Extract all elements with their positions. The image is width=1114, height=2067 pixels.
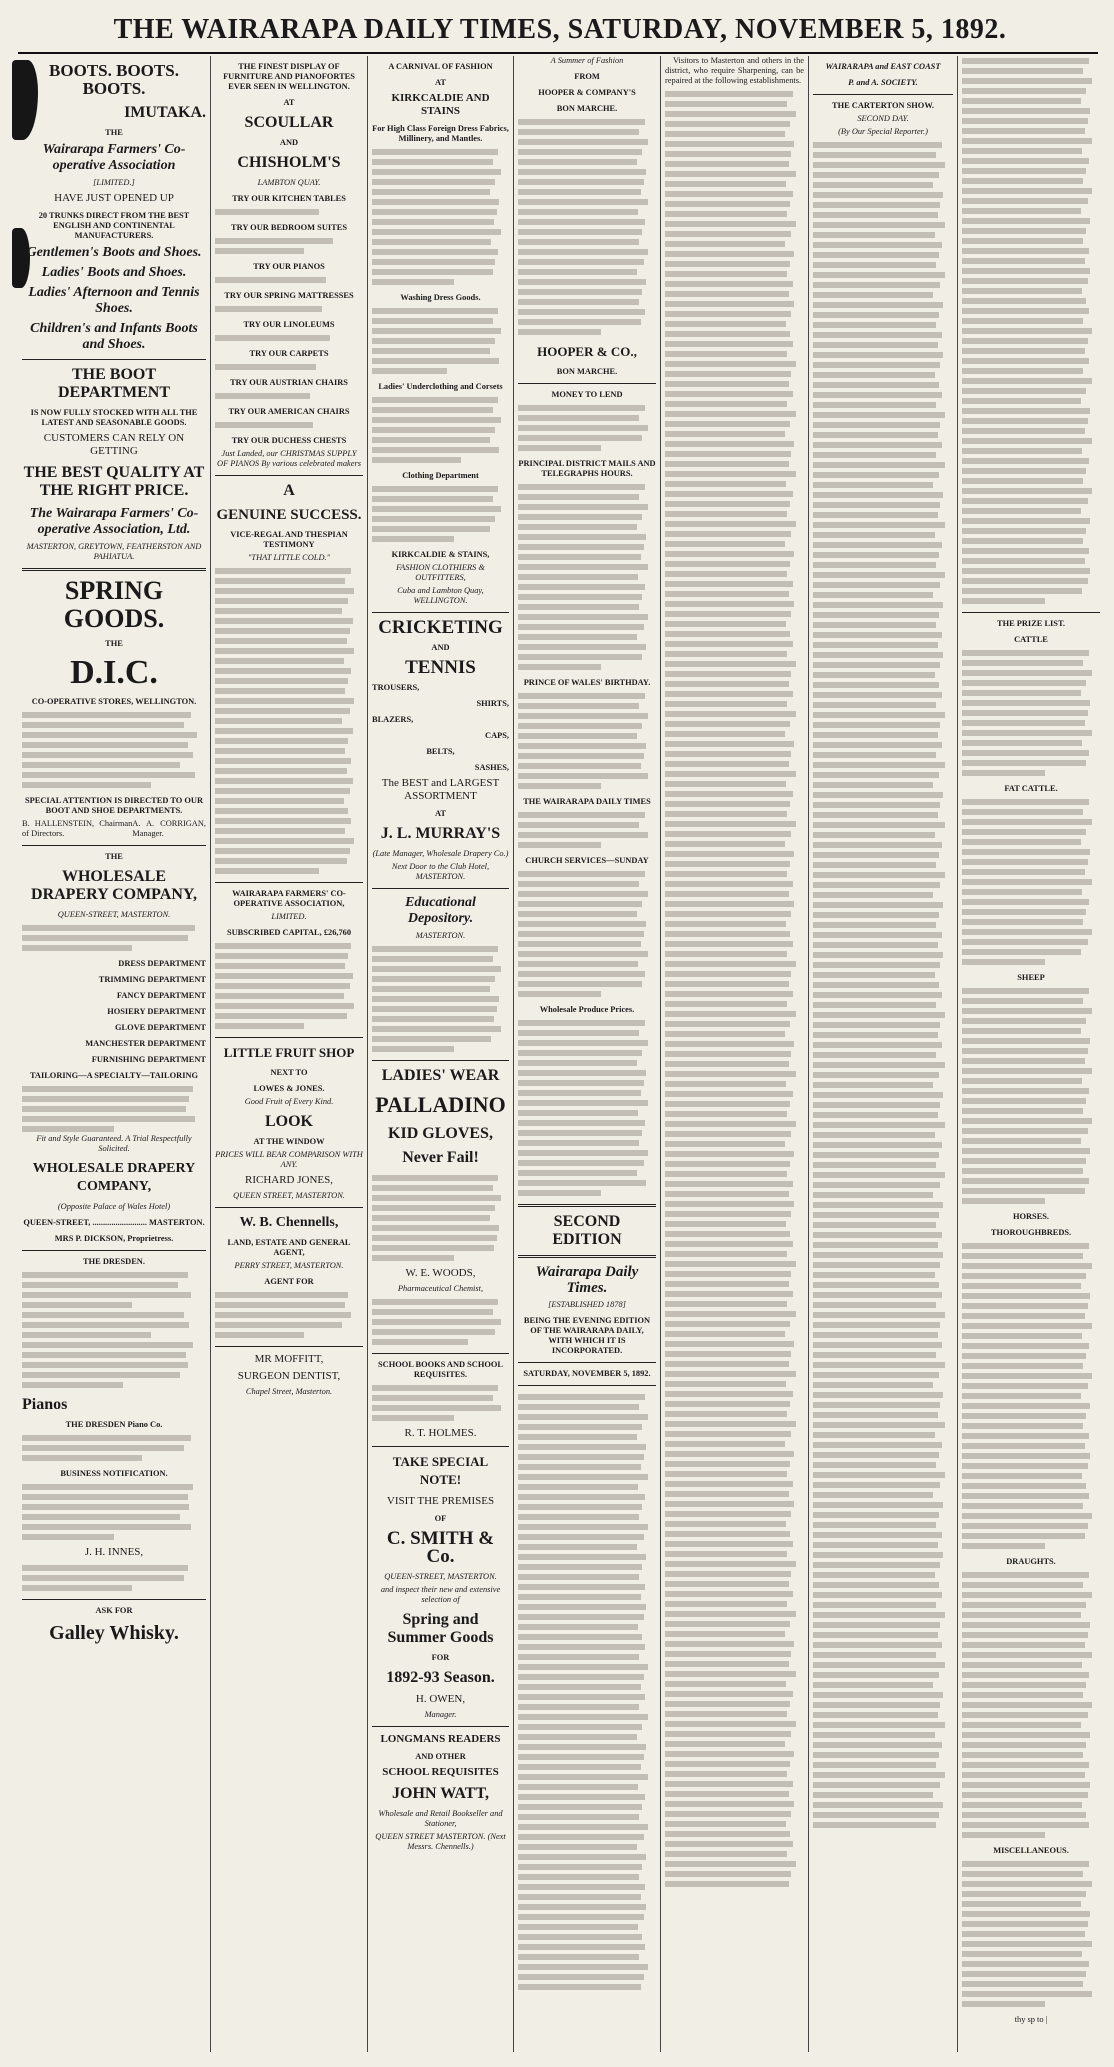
column-1: [22, 56, 206, 2056]
dept-line: TRIMMING DEPARTMENT: [98, 975, 206, 984]
moffitt-heading: MR MOFFITT,: [254, 1353, 324, 1365]
pianos-heading: Pianos: [22, 1396, 68, 1413]
watt-street: QUEEN STREET MASTERTON. (Next Messrs. Chennells.): [375, 1832, 506, 1851]
holmes-name: R. T. HOLMES.: [404, 1427, 477, 1439]
try-line: TRY OUR PIANOS: [253, 262, 325, 271]
chennells-heading: W. B. Chennells,: [239, 1215, 339, 1230]
body-text-block: [22, 1433, 206, 1463]
fruit-prices: PRICES WILL BEAR COMPARISON WITH ANY.: [215, 1150, 363, 1169]
body-text-block: [22, 1270, 206, 1390]
fat-cattle-heading: FAT CATTLE.: [1004, 784, 1058, 793]
chennells-sub: LAND, ESTATE AND GENERAL AGENT,: [227, 1238, 351, 1257]
hooper2: HOOPER & CO.,: [537, 344, 637, 359]
csmith-street: QUEEN-STREET, MASTERTON.: [384, 1572, 497, 1581]
column-divider: [808, 56, 809, 2052]
wdc2-props: MRS P. DICKSON, Proprietress.: [54, 1234, 174, 1243]
cricket-item: BELTS,: [426, 747, 455, 756]
kirkcaldie-sub: For High Class Foreign Dress Fabrics, Millinery, and Mantles.: [372, 124, 509, 143]
paper-established: [ESTABLISHED 1878]: [548, 1300, 626, 1309]
scoullar-name: SCOULLAR: [244, 114, 334, 131]
wdc2-opposite: (Opposite Palace of Wales Hotel): [57, 1202, 171, 1211]
scoullar-and: AND: [279, 138, 299, 147]
chisholm-name: CHISHOLM'S: [237, 154, 341, 171]
paper-date: SATURDAY, NOVEMBER 5, 1892.: [523, 1369, 651, 1378]
try-line: TRY OUR CARPETS: [249, 349, 329, 358]
watt-name: JOHN WATT,: [392, 1785, 489, 1802]
body-text-block: [215, 941, 363, 1031]
waira-farmers-heading: WAIRARAPA FARMERS' CO-OPERATIVE ASSOCIATION,: [232, 889, 346, 908]
body-text-block: [22, 1084, 206, 1134]
season-for: FOR: [431, 1653, 450, 1662]
try-line: TRY OUR LINOLEUMS: [243, 320, 335, 329]
second-day: SECOND DAY.: [857, 114, 909, 123]
column-3: [372, 56, 509, 2056]
wdc2-street: QUEEN-STREET, .......................... MASTERTON.: [23, 1218, 205, 1227]
longmans-heading: LONGMANS READERS: [380, 1733, 501, 1745]
genuine-a: A: [283, 482, 295, 499]
body-text-block: [962, 1570, 1100, 1840]
school-req: SCHOOL REQUISITES: [382, 1766, 499, 1778]
summer-fashion: A Summer of Fashion: [550, 56, 624, 65]
body-text-block: [518, 1018, 656, 1198]
customers-text: CUSTOMERS CAN RELY ON GETTING: [43, 432, 185, 457]
column-2: [215, 56, 363, 2056]
column-4: [518, 56, 656, 2056]
ask-for: ASK FOR: [95, 1606, 133, 1615]
ad-place: IMUTAKA.: [124, 104, 206, 121]
edu-heading: Educational Depository.: [405, 895, 476, 926]
dept-line: DRESS DEPARTMENT: [118, 959, 206, 968]
body-text-block: [215, 566, 363, 876]
mails-heading: PRINCIPAL DISTRICT MAILS AND TELEGRAPHS HOURS.: [518, 459, 656, 478]
ad-the: THE: [105, 128, 123, 137]
dept-line: FURNISHING DEPARTMENT: [91, 1055, 206, 1064]
hooper-bon: BON MARCHE.: [556, 104, 618, 113]
draughts-heading: DRAUGHTS.: [1006, 1557, 1056, 1566]
murray-at: AT: [434, 809, 446, 818]
cricket-item: BLAZERS,: [372, 715, 414, 724]
ad-opened: HAVE JUST OPENED UP: [54, 192, 174, 204]
washing-heading: Washing Dress Goods.: [400, 293, 481, 302]
business-notification: BUSINESS NOTIFICATION.: [60, 1469, 168, 1478]
chennells-agent: AGENT FOR: [264, 1277, 314, 1286]
church-services: CHURCH SERVICES—SUNDAY: [525, 856, 649, 865]
masthead: [20, 14, 1100, 54]
dic-attention: SPECIAL ATTENTION IS DIRECTED TO OUR BOOT AND SHOE DEPARTMENTS.: [24, 796, 204, 815]
innes-heading: J. H. INNES,: [84, 1546, 144, 1558]
subscribed-capital: SUBSCRIBED CAPITAL, £26,760: [226, 928, 352, 937]
dic-manager: A. A. CORRIGAN, Manager.: [132, 819, 206, 838]
page-title: THE WAIRARAPA DAILY TIMES, SATURDAY, NOVEMBER 5, 1892.: [113, 14, 1007, 45]
season-heading: 1892-93 Season.: [386, 1669, 495, 1686]
column-5: [665, 56, 804, 2056]
kirkcaldie2-sub: FASHION CLOTHIERS & OUTFITTERS,: [396, 563, 485, 582]
produce-prices: Wholesale Produce Prices.: [539, 1005, 635, 1014]
ad-line: Gentlemen's Boots and Shoes.: [26, 245, 202, 260]
prize-list: THE PRIZE LIST.: [996, 619, 1066, 628]
horses-heading: HORSES.: [1012, 1212, 1050, 1221]
body-text-block: [518, 1392, 656, 1992]
wdc2-heading: WHOLESALE DRAPERY COMPANY,: [32, 1161, 196, 1194]
second-edition: SECOND EDITION: [552, 1213, 622, 1248]
jones-street: QUEEN STREET, MASTERTON.: [233, 1191, 345, 1200]
body-text-block: [962, 986, 1100, 1206]
ad-line: Children's and Infants Boots and Shoes.: [30, 321, 198, 352]
clothing-heading: Clothing Department: [402, 471, 479, 480]
body-text-block: [22, 1563, 206, 1593]
dept-line: FANCY DEPARTMENT: [116, 991, 206, 1000]
richard-jones: RICHARD JONES,: [244, 1174, 333, 1186]
edu-place: MASTERTON.: [415, 931, 466, 940]
moffitt-street: Chapel Street, Masterton.: [245, 1387, 333, 1396]
scoullar-at: AT: [283, 98, 295, 107]
special-reporter: (By Our Special Reporter.): [838, 127, 928, 136]
show-society: P. and A. SOCIETY.: [848, 78, 918, 87]
scoullar-intro: THE FINEST DISPLAY OF FURNITURE AND PIANOFORTES EVER SEEN IN WELLINGTON.: [223, 62, 355, 91]
cricket-and: AND: [431, 643, 450, 652]
ad-line: Ladies' Boots and Shoes.: [41, 265, 187, 280]
fruit-next: NEXT TO: [270, 1068, 308, 1077]
body-text-block: [962, 797, 1100, 967]
try-line: TRY OUR DUCHESS CHESTS: [231, 436, 347, 445]
body-text-block: [372, 1383, 509, 1423]
take-note: TAKE SPECIAL NOTE!: [392, 1454, 489, 1487]
murray-heading: J. L. MURRAY'S: [380, 825, 501, 842]
assoc-towns: MASTERTON, GREYTOWN, FEATHERSTON AND PAHIATUA.: [26, 542, 202, 561]
dresden-co: THE DRESDEN Piano Co.: [65, 1420, 163, 1429]
fruit-sub: Good Fruit of Every Kind.: [244, 1097, 334, 1106]
ladies-wear: LADIES' WEAR: [381, 1067, 500, 1084]
ladies-heading: Ladies' Underclothing and Corsets: [378, 382, 503, 391]
cricket-item: SASHES,: [474, 763, 509, 772]
body-text-block: [962, 56, 1100, 606]
body-text-block: [372, 1297, 509, 1347]
cricket-heading: CRICKETING: [378, 617, 503, 638]
fruit-lowes: LOWES & JONES.: [253, 1084, 325, 1093]
wdc-the: THE: [105, 852, 123, 861]
never-fail: Never Fail!: [402, 1149, 479, 1166]
kirkcaldie-heading: KIRKCALDIE AND STAINS: [391, 92, 490, 117]
visit-premises: VISIT THE PREMISES: [386, 1495, 495, 1507]
murray-street: Next Door to the Club Hotel, MASTERTON.: [391, 862, 490, 881]
best-assortment: The BEST and LARGEST ASSORTMENT: [381, 777, 500, 802]
hooper-from: FROM: [574, 72, 600, 81]
body-text-block: [813, 140, 953, 1830]
body-text-block: [372, 147, 509, 287]
fruit-look: LOOK: [264, 1113, 313, 1130]
body-text-block: [22, 923, 206, 953]
body-text-block: [962, 1241, 1100, 1551]
column-divider: [210, 56, 211, 2052]
carnival-heading: A CARNIVAL OF FASHION: [388, 62, 493, 71]
palladino-heading: PALLADINO: [375, 1092, 506, 1117]
owen-title: Manager.: [424, 1710, 457, 1719]
body-text-block: [372, 395, 509, 465]
column-divider: [367, 56, 368, 2052]
masthead-rule: [18, 52, 1098, 54]
visit-of: OF: [434, 1514, 447, 1523]
owen-name: H. OWEN,: [415, 1693, 466, 1705]
column-divider: [660, 56, 661, 2052]
daily-times: THE WAIRARAPA DAILY TIMES: [523, 797, 651, 806]
wdc-street: QUEEN-STREET, MASTERTON.: [57, 910, 171, 919]
assoc-ltd: The Wairarapa Farmers' Co-operative Association, Ltd.: [29, 506, 199, 537]
dresden-heading: THE DRESDEN.: [83, 1257, 145, 1266]
ad-line: Ladies' Afternoon and Tennis Shoes.: [28, 285, 200, 316]
dept-line: MANCHESTER DEPARTMENT: [85, 1039, 206, 1048]
column-6: [813, 56, 953, 2056]
body-text-block: [518, 117, 656, 337]
wdc-heading: WHOLESALE DRAPERY COMPANY,: [31, 868, 197, 903]
watt-sub: Wholesale and Retail Bookseller and Stationer,: [378, 1809, 503, 1828]
waira-limited: LIMITED.: [271, 912, 307, 921]
body-text-block: [22, 1482, 206, 1542]
kid-gloves: KID GLOVES,: [388, 1125, 493, 1142]
kirkcaldie2: KIRKCALDIE & STAINS,: [391, 550, 490, 559]
fit-line: Fit and Style Guaranteed. A Trial Respectfully Solicited.: [36, 1134, 192, 1153]
dic-heading: D.I.C.: [70, 654, 158, 691]
csmith-inspect: and inspect their new and extensive selection of: [380, 1585, 501, 1604]
school-books: SCHOOL BOOKS AND SCHOOL REQUISITES.: [378, 1360, 503, 1379]
dept-line: GLOVE DEPARTMENT: [115, 1023, 206, 1032]
woods-sub: Pharmaceutical Chemist,: [397, 1284, 484, 1293]
misc-heading: MISCELLANEOUS.: [993, 1846, 1069, 1855]
dic-chairman: B. HALLENSTEIN, Chairman of Directors.: [22, 819, 133, 838]
cricket-item: TROUSERS,: [372, 683, 420, 692]
paper-printed: BEING THE EVENING EDITION OF THE WAIRARAPA DAILY, WITH WHICH IT IS INCORPORATED.: [523, 1316, 651, 1355]
paper-name: Wairarapa Daily Times.: [535, 1264, 639, 1296]
boot-dept-heading: THE BOOT DEPARTMENT: [57, 366, 171, 401]
body-text-block: [518, 869, 656, 999]
body-text-block: [22, 710, 206, 790]
column-divider: [513, 56, 514, 2052]
csmith-heading: C. SMITH & Co.: [386, 1528, 495, 1567]
little-cold: "THAT LITTLE COLD.": [247, 553, 331, 562]
fruit-window: AT THE WINDOW: [253, 1137, 325, 1146]
money-to-lend: MONEY TO LEND: [551, 390, 623, 399]
body-text-block: [518, 403, 656, 453]
body-text-block: [372, 306, 509, 376]
cricket-item: CAPS,: [485, 731, 509, 740]
try-line: TRY OUR BEDROOM SUITES: [231, 223, 347, 232]
spring-summer-goods: Spring and Summer Goods: [387, 1611, 494, 1646]
fruit-shop-heading: LITTLE FRUIT SHOP: [223, 1045, 355, 1060]
body-text-block: [962, 1859, 1100, 2009]
try-line: TRY OUR AMERICAN CHAIRS: [228, 407, 350, 416]
woods-heading: W. E. WOODS,: [405, 1267, 476, 1279]
hooper-heading: HOOPER & COMPANY'S: [538, 88, 636, 97]
body-text-block: [962, 648, 1100, 778]
ad-association-name: Wairarapa Farmers' Co-operative Association: [42, 142, 186, 173]
body-text-block: [518, 482, 656, 672]
bon2: BON MARCHE.: [556, 367, 618, 376]
ad-trunks: 20 TRUNKS DIRECT FROM THE BEST ENGLISH AND CONTINENTAL MANUFACTURERS.: [38, 211, 190, 240]
column-7: [962, 56, 1100, 2056]
body-text-block: [372, 944, 509, 1054]
spring-goods-heading: SPRING GOODS.: [63, 576, 165, 633]
try-line: TRY OUR KITCHEN TABLES: [232, 194, 346, 203]
show-heading: WAIRARAPA and EAST COAST: [825, 62, 941, 71]
try-line: TRY OUR AUSTRIAN CHAIRS: [230, 378, 348, 387]
carnival-at: AT: [434, 78, 446, 87]
kirkcaldie2-street: Cuba and Lambton Quay, WELLINGTON.: [397, 586, 484, 605]
body-text-block: [372, 484, 509, 544]
best-quality-text: THE BEST QUALITY AT THE RIGHT PRICE.: [23, 464, 205, 499]
column-divider: [957, 56, 958, 2052]
tailoring-line: TAILORING—A SPECIALTY—TAILORING: [29, 1071, 199, 1080]
genuine-success: GENUINE SUCCESS.: [216, 507, 362, 523]
scoullar-street: LAMBTON QUAY.: [257, 178, 321, 187]
try-line: TRY OUR SPRING MATTRESSES: [224, 291, 354, 300]
sheep-heading: SHEEP: [1017, 973, 1045, 982]
tennis-heading: TENNIS: [405, 657, 476, 678]
body-text-block: [665, 89, 804, 1889]
dept-line: HOSIERY DEPARTMENT: [107, 1007, 206, 1016]
boot-dept-text: IS NOW FULLY STOCKED WITH ALL THE LATEST AND SEASONABLE GOODS.: [30, 408, 198, 427]
thoroughbreds-heading: THOROUGHBREDS.: [990, 1228, 1072, 1237]
carterton-show: THE CARTERTON SHOW.: [831, 101, 935, 110]
cattle-heading: CATTLE: [1014, 635, 1048, 644]
bottom-fragment: thy sp to |: [1014, 2015, 1048, 2024]
pianos-landed: Just Landed, our CHRISTMAS SUPPLY OF PIANOS By various celebrated makers: [217, 449, 361, 468]
dic-subheading: CO-OPERATIVE STORES, WELLINGTON.: [31, 697, 197, 706]
ad-boots-heading: BOOTS. BOOTS. BOOTS.: [49, 61, 179, 98]
body-text-block: [518, 810, 656, 850]
prince-wales: PRINCE OF WALES' BIRTHDAY.: [523, 678, 651, 687]
vice-regal: VICE-REGAL AND THESPIAN TESTIMONY: [230, 530, 348, 549]
body-text-block: [518, 691, 656, 791]
murray-sub: (Late Manager, Wholesale Drapery Co.): [372, 849, 509, 858]
col5-lead: Visitors to Masterton and others in the district, who require Sharpening, can be repaired at the following establishments.: [665, 56, 804, 85]
galley-whisky: Galley Whisky.: [49, 1622, 179, 1644]
dic-the: THE: [105, 639, 123, 648]
cricket-item: SHIRTS,: [476, 699, 509, 708]
longmans-other: AND OTHER: [415, 1752, 466, 1761]
chennells-street: PERRY STREET, MASTERTON.: [234, 1261, 344, 1270]
ad-limited: [LIMITED.]: [93, 178, 135, 187]
body-text-block: [215, 1290, 363, 1340]
surgeon-dentist: SURGEON DENTIST,: [237, 1370, 341, 1382]
body-text-block: [372, 1173, 509, 1263]
